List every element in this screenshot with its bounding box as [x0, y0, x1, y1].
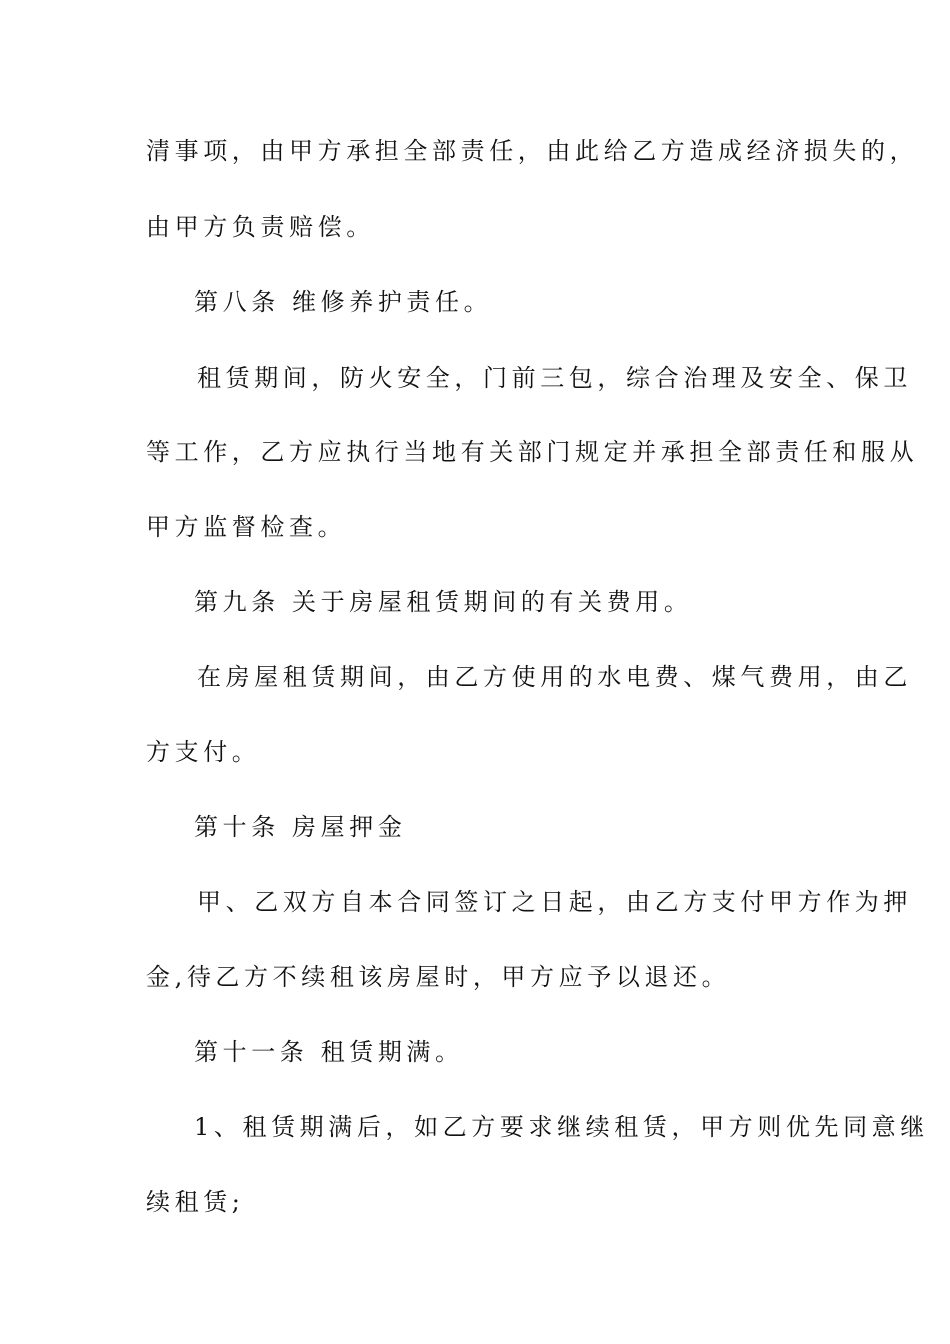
text-line: 清事项，由甲方承担全部责任，由此给乙方造成经济损失的， — [146, 137, 919, 165]
text-line: 续租赁; — [146, 1188, 245, 1216]
text-line: 甲、乙双方自本合同签订之日起，由乙方支付甲方作为押 — [197, 888, 912, 916]
section-heading-11: 第十一条 租赁期满。 — [194, 1038, 464, 1066]
section-heading-9: 第九条 关于房屋租赁期间的有关费用。 — [194, 588, 693, 616]
list-item-1: 1、租赁期满后，如乙方要求继续租赁，甲方则优先同意继 — [194, 1113, 929, 1141]
section-heading-8: 第八条 维修养护责任。 — [194, 288, 493, 316]
section-heading-10: 第十条 房屋押金 — [194, 813, 407, 841]
text-line: 租赁期间，防火安全，门前三包，综合治理及安全、保卫 — [197, 364, 912, 392]
text-line: 金,待乙方不续租该房屋时，甲方应予以退还。 — [146, 963, 731, 991]
text-line: 甲方监督检查。 — [146, 513, 347, 541]
text-line: 在房屋租赁期间，由乙方使用的水电费、煤气费用，由乙 — [197, 663, 912, 691]
text-line: 等工作，乙方应执行当地有关部门规定并承担全部责任和服从 — [146, 438, 919, 466]
text-line: 方支付。 — [146, 738, 261, 766]
text-line: 由甲方负责赔偿。 — [146, 213, 375, 241]
